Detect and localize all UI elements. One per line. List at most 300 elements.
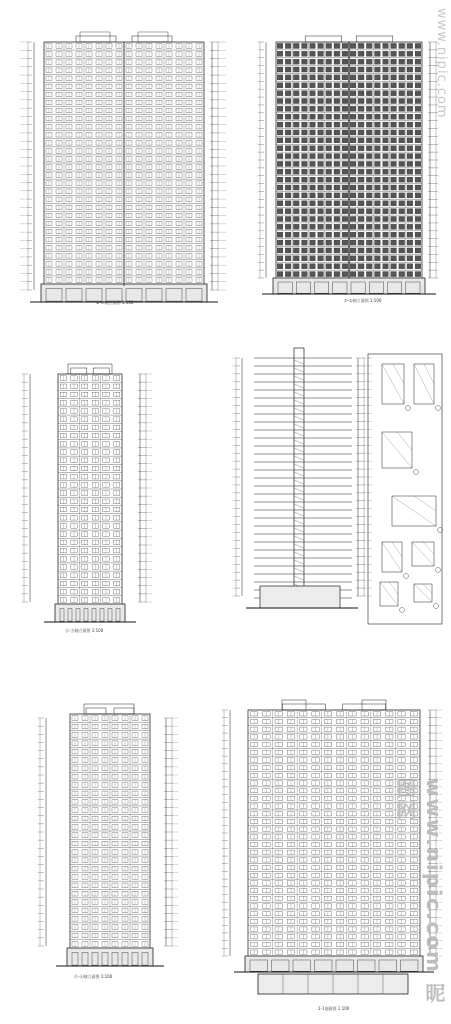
window [342,177,348,182]
window [277,114,283,119]
detail-hatch [389,582,398,594]
window [383,169,389,174]
window [293,91,299,96]
window [334,232,340,237]
window [310,193,316,198]
window [318,154,324,159]
detail-hatch [393,364,404,384]
window [277,193,283,198]
stair-flight [294,488,304,492]
stair-flight [294,368,304,372]
window [415,43,421,48]
window [334,177,340,182]
window [334,83,340,88]
window [350,216,356,221]
window [310,67,316,72]
stair-flight [294,520,304,524]
window [375,201,381,206]
window [293,201,299,206]
window [407,201,413,206]
window [350,240,356,245]
window [310,146,316,151]
window [358,272,364,277]
window [277,43,283,48]
window [318,201,324,206]
window [399,169,405,174]
window [326,264,332,269]
window [375,43,381,48]
window [277,201,283,206]
window [334,98,340,103]
window [350,201,356,206]
window [415,154,421,159]
window [277,67,283,72]
window [326,256,332,261]
window [407,83,413,88]
window [318,67,324,72]
window [407,216,413,221]
window [318,98,324,103]
window [326,201,332,206]
window [383,201,389,206]
window [383,43,389,48]
window [277,91,283,96]
window [326,67,332,72]
window [285,240,291,245]
window [375,161,381,166]
window [391,138,397,143]
window [415,114,421,119]
window [318,177,324,182]
window [342,224,348,229]
window [375,185,381,190]
window [342,51,348,56]
window [326,98,332,103]
window [285,59,291,64]
window [285,232,291,237]
window [391,224,397,229]
window [326,209,332,214]
window [407,138,413,143]
window [350,130,356,135]
window [342,138,348,143]
window [383,161,389,166]
window [391,75,397,80]
window [383,185,389,190]
window [375,248,381,253]
stair-flight [294,432,304,436]
window [407,264,413,269]
stair-flight [294,408,304,412]
window [310,185,316,190]
detail-hatch [423,584,432,593]
window [415,185,421,190]
window [318,122,324,127]
window [310,272,316,277]
window [334,59,340,64]
window [277,83,283,88]
window [277,51,283,56]
window [350,272,356,277]
window [310,201,316,206]
window [375,216,381,221]
stair-flight [294,480,304,484]
window [399,98,405,103]
window [358,240,364,245]
stair-flight [294,448,304,452]
window [302,91,308,96]
window [407,169,413,174]
window [366,122,372,127]
window [318,138,324,143]
window [358,169,364,174]
window [415,216,421,221]
window [326,51,332,56]
window [375,67,381,72]
window [375,232,381,237]
detail-hatch [423,542,434,554]
podium [273,278,425,294]
window [358,177,364,182]
window [342,185,348,190]
window [293,43,299,48]
window [326,138,332,143]
window [302,240,308,245]
stair-flight [294,544,304,548]
window [350,209,356,214]
window [318,43,324,48]
window [334,122,340,127]
window [391,185,397,190]
window [277,59,283,64]
window [318,106,324,111]
window [310,248,316,253]
window [415,67,421,72]
stair-flight [294,440,304,444]
window [415,146,421,151]
window [285,146,291,151]
window [350,264,356,269]
window [285,122,291,127]
detail-callout [436,406,441,411]
window [277,216,283,221]
window [310,91,316,96]
window [399,146,405,151]
window [375,264,381,269]
window [407,248,413,253]
window [277,75,283,80]
section-and-details-drawing [232,346,446,631]
window [334,272,340,277]
window [399,138,405,143]
window [293,264,299,269]
window [366,83,372,88]
window [310,59,316,64]
window [293,240,299,245]
window [302,51,308,56]
window [366,59,372,64]
window [293,130,299,135]
window [399,248,405,253]
stair-flight [294,552,304,556]
window [415,209,421,214]
window [407,240,413,245]
stair-flight [294,360,304,364]
window [366,169,372,174]
window [407,67,413,72]
window [415,264,421,269]
detail-callout [414,470,419,475]
window [302,114,308,119]
window [326,83,332,88]
window [415,51,421,56]
window [391,240,397,245]
window [358,232,364,237]
window [326,161,332,166]
window [326,114,332,119]
window [326,193,332,198]
building-section-caption: 1-1剖面图 1:100 [318,1006,350,1011]
window [358,138,364,143]
window [334,248,340,253]
window [310,169,316,174]
window [302,169,308,174]
roof-structure [282,704,325,710]
window [277,264,283,269]
window [399,177,405,182]
window [383,106,389,111]
window [342,146,348,151]
window [407,43,413,48]
roof-structure [71,368,87,374]
stair-flight [294,384,304,388]
window [277,138,283,143]
window [407,193,413,198]
stair-flight [294,456,304,460]
window [358,67,364,72]
window [342,256,348,261]
detail-callout [406,406,411,411]
window [302,130,308,135]
window [383,240,389,245]
window [277,224,283,229]
window [285,161,291,166]
stair-flight [294,392,304,396]
window [310,83,316,88]
window [334,216,340,221]
window [358,75,364,80]
window [375,146,381,151]
detail-hatch [424,364,434,384]
window [342,98,348,103]
window [302,75,308,80]
window [383,122,389,127]
window [318,264,324,269]
window [366,264,372,269]
window [310,240,316,245]
window [318,59,324,64]
window [350,122,356,127]
window [326,185,332,190]
detail-hatch [382,364,404,404]
window [415,177,421,182]
window [318,114,324,119]
window [399,122,405,127]
side-elevation-caption: Ⓐ-Ⓕ轴立面图 1:100 [65,628,104,633]
window [342,130,348,135]
window [391,114,397,119]
side-elevation-2-caption: Ⓕ-Ⓐ轴立面图 1:100 [74,974,113,979]
roof-frame [362,700,386,710]
window [277,130,283,135]
window [399,201,405,206]
window [407,114,413,119]
window [383,248,389,253]
window [415,59,421,64]
window [277,185,283,190]
window [310,43,316,48]
window [277,122,283,127]
window [407,122,413,127]
window [383,193,389,198]
window [342,161,348,166]
window [391,201,397,206]
window [399,193,405,198]
window [407,146,413,151]
roof-frame [138,32,168,42]
window [310,138,316,143]
window [293,154,299,159]
window [350,169,356,174]
window [358,185,364,190]
window [366,106,372,111]
window [310,122,316,127]
building-outline [58,374,122,622]
window [318,169,324,174]
window [358,114,364,119]
window [350,185,356,190]
window [350,154,356,159]
stair-flight [294,568,304,572]
window [358,51,364,56]
watermark-side: www.nipic.com [434,8,449,119]
window [391,106,397,111]
window [326,146,332,151]
window [334,114,340,119]
window [285,177,291,182]
window [342,272,348,277]
window [391,232,397,237]
stair-flight [294,376,304,380]
window [358,106,364,111]
window [277,154,283,159]
window [302,232,308,237]
window [342,59,348,64]
window [302,161,308,166]
window [310,51,316,56]
roof-structure [356,36,393,42]
window [277,272,283,277]
window [383,177,389,182]
window [285,138,291,143]
window [350,146,356,151]
window [285,264,291,269]
window [342,264,348,269]
roof-structure [343,704,386,710]
window [293,83,299,88]
window [277,177,283,182]
window [391,264,397,269]
window [318,232,324,237]
window [366,216,372,221]
window [293,114,299,119]
window [342,83,348,88]
window [407,224,413,229]
roof-structure [305,36,342,42]
window [342,91,348,96]
window [366,98,372,103]
window [391,98,397,103]
window [342,248,348,253]
window [415,201,421,206]
window [375,91,381,96]
detail-callout [436,568,441,573]
window [334,130,340,135]
window [310,114,316,119]
window [415,161,421,166]
window [358,146,364,151]
window [326,224,332,229]
window [415,91,421,96]
window [334,240,340,245]
window [375,83,381,88]
window [366,240,372,245]
window [366,209,372,214]
window [407,75,413,80]
window [415,138,421,143]
window [366,138,372,143]
window [342,193,348,198]
window [350,51,356,56]
window [350,138,356,143]
window [407,98,413,103]
window [383,130,389,135]
side-elevation-2-drawing [38,700,178,975]
window [399,232,405,237]
window [334,193,340,198]
window [358,161,364,166]
window [334,169,340,174]
window [366,232,372,237]
window [383,272,389,277]
window [310,216,316,221]
window [293,106,299,111]
stair-flight [294,512,304,516]
window [326,91,332,96]
window [366,130,372,135]
window [318,83,324,88]
window [318,209,324,214]
window [399,256,405,261]
window [326,248,332,253]
window [399,216,405,221]
window [350,256,356,261]
window [366,43,372,48]
window [366,51,372,56]
window [391,59,397,64]
window [391,130,397,135]
window [383,83,389,88]
